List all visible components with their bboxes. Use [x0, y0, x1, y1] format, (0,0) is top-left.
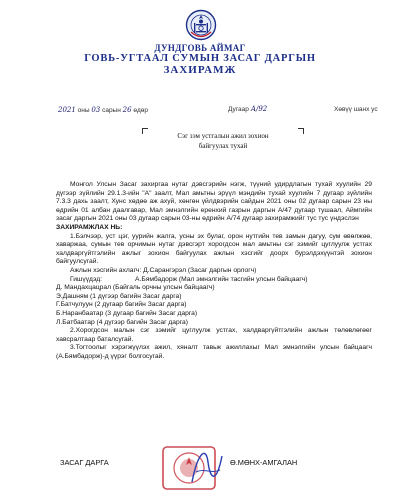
- number-line: [228, 105, 267, 113]
- title-line-1: Сэг зэм устгалын ажил зохион: [177, 132, 269, 140]
- leader-label: Ажлын хэсгийн ахлагч:: [70, 266, 142, 274]
- member-3: Г.Батчулуун (2 дугаар багийн Засаг дарга): [56, 301, 187, 309]
- order-item-2: 2.Хорогдсон малын сэг зэмийг цуглуулж устгах, халдваргүйтгэлийн ажлын төлөвлөгөег хавсралтаар баталсугай.: [56, 327, 372, 343]
- members-label: Гишүүдэд:: [70, 275, 103, 283]
- title-corner-tl: [142, 128, 148, 134]
- member-0: А.Бямбадорж (Мал эмнэлгийн тасгийн улсын байцаагч): [135, 275, 308, 283]
- title-corner-tr: [298, 128, 304, 134]
- year-suffix: оны: [77, 107, 90, 114]
- members-line: [70, 276, 372, 285]
- number-value: А/92: [250, 105, 268, 113]
- year-value: 2021: [58, 106, 76, 114]
- leader-line: [70, 267, 372, 276]
- number-label: Дугаар: [228, 106, 249, 113]
- signature-icon: [188, 442, 226, 490]
- date-line: [58, 106, 148, 114]
- location: Хөвүү шанх ус: [334, 106, 378, 113]
- organization-name: ГОВЬ-УГТААЛ СУМЫН ЗАСАГ ДАРГЫН: [84, 53, 316, 64]
- preamble-paragraph: Монгол Улсын Засаг захиргаа нутаг дэвсгэрийн нэгж, түүний удирдлагын тухай хуулийн 29 дүгээр зүйлийн 29.1.3-ийн "А" заалт, Мал амьтны эрүүл мэндийн тухай хуулийн 7 дугаар зүйлийн 7.3.3 дахь заалт, Хунс хөдөө аж ахуй, хөнгөн үйлдвэрийн сайдын 2021 оны 02 дугаар сарын 23 ны өдрийн 01 албан даалгавар, Мал эмнэлгийн еренхий газрын даргын А/47 дугаар тушаал, Аймгийн засаг даргын 2021 оны 03 дугаар сарын 03-ны өдрийн А/74 дугаар захирамжийг тус тус үндэслэн: [56, 181, 372, 223]
- month-value: 03: [91, 106, 101, 114]
- document-body: [56, 181, 372, 361]
- document-type: ЗАХИРАМЖ: [163, 64, 237, 76]
- soyombo-emblem-icon: [185, 8, 217, 42]
- document-title: [148, 131, 298, 151]
- order-item-1: 1.Бэлчээр, уст цэг, уурийн жалга, усны эх булаг, орон нутгийн тев замын дагуу, сум өвөлжөө, хаваржаа, сумын тев орчимын нутаг дэвсгэрт хорогдсон мал амьтны сэг зэмийг цуглуулж устгах халдваргүйтгэлийн ажлыг зохион байгуулах ажлын хэсгийг доорх бурэлдэхүүнтэй зохион байгуулсугай.: [56, 232, 372, 266]
- member-1: Д. Мандахцацрал (Байгаль орчны улсын байцаагч): [56, 284, 215, 292]
- leader-value: Д.Сарангэрэл (Засаг даргын орлогч): [143, 266, 257, 274]
- member-4: Б.Наранбаатар (3 дугаар багийн Засаг дарга): [56, 309, 198, 317]
- signer-name: Ө.МӨНХ-АМГАЛАН: [230, 458, 298, 467]
- day-value: 26: [122, 106, 132, 114]
- signer-position: ЗАСАГ ДАРГА: [60, 458, 109, 467]
- member-5: Л.Батбаатар (4 дүгээр багийн Засаг дарга): [56, 318, 188, 326]
- member-2: Э.Дашням (1 дүгээр багийн Засаг дарга): [56, 292, 182, 300]
- order-heading: ЗАХИРАМЖЛАХ НЬ:: [56, 223, 123, 231]
- order-item-3: 3.Тогтоолыг хэрэгжүүлэх ажил, хяналт тавьж ажиллахыг Мал эмнэлгийн улсын байцаагч (А.Бямбадорж)-д үүрэг болгосугай.: [56, 344, 372, 360]
- day-suffix: өдөр: [133, 107, 149, 114]
- aimag-name: ДУНДГОВЬ АЙМАГ: [154, 43, 246, 53]
- month-suffix: сарын: [102, 107, 121, 114]
- title-line-2: байгуулах тухай: [198, 142, 248, 150]
